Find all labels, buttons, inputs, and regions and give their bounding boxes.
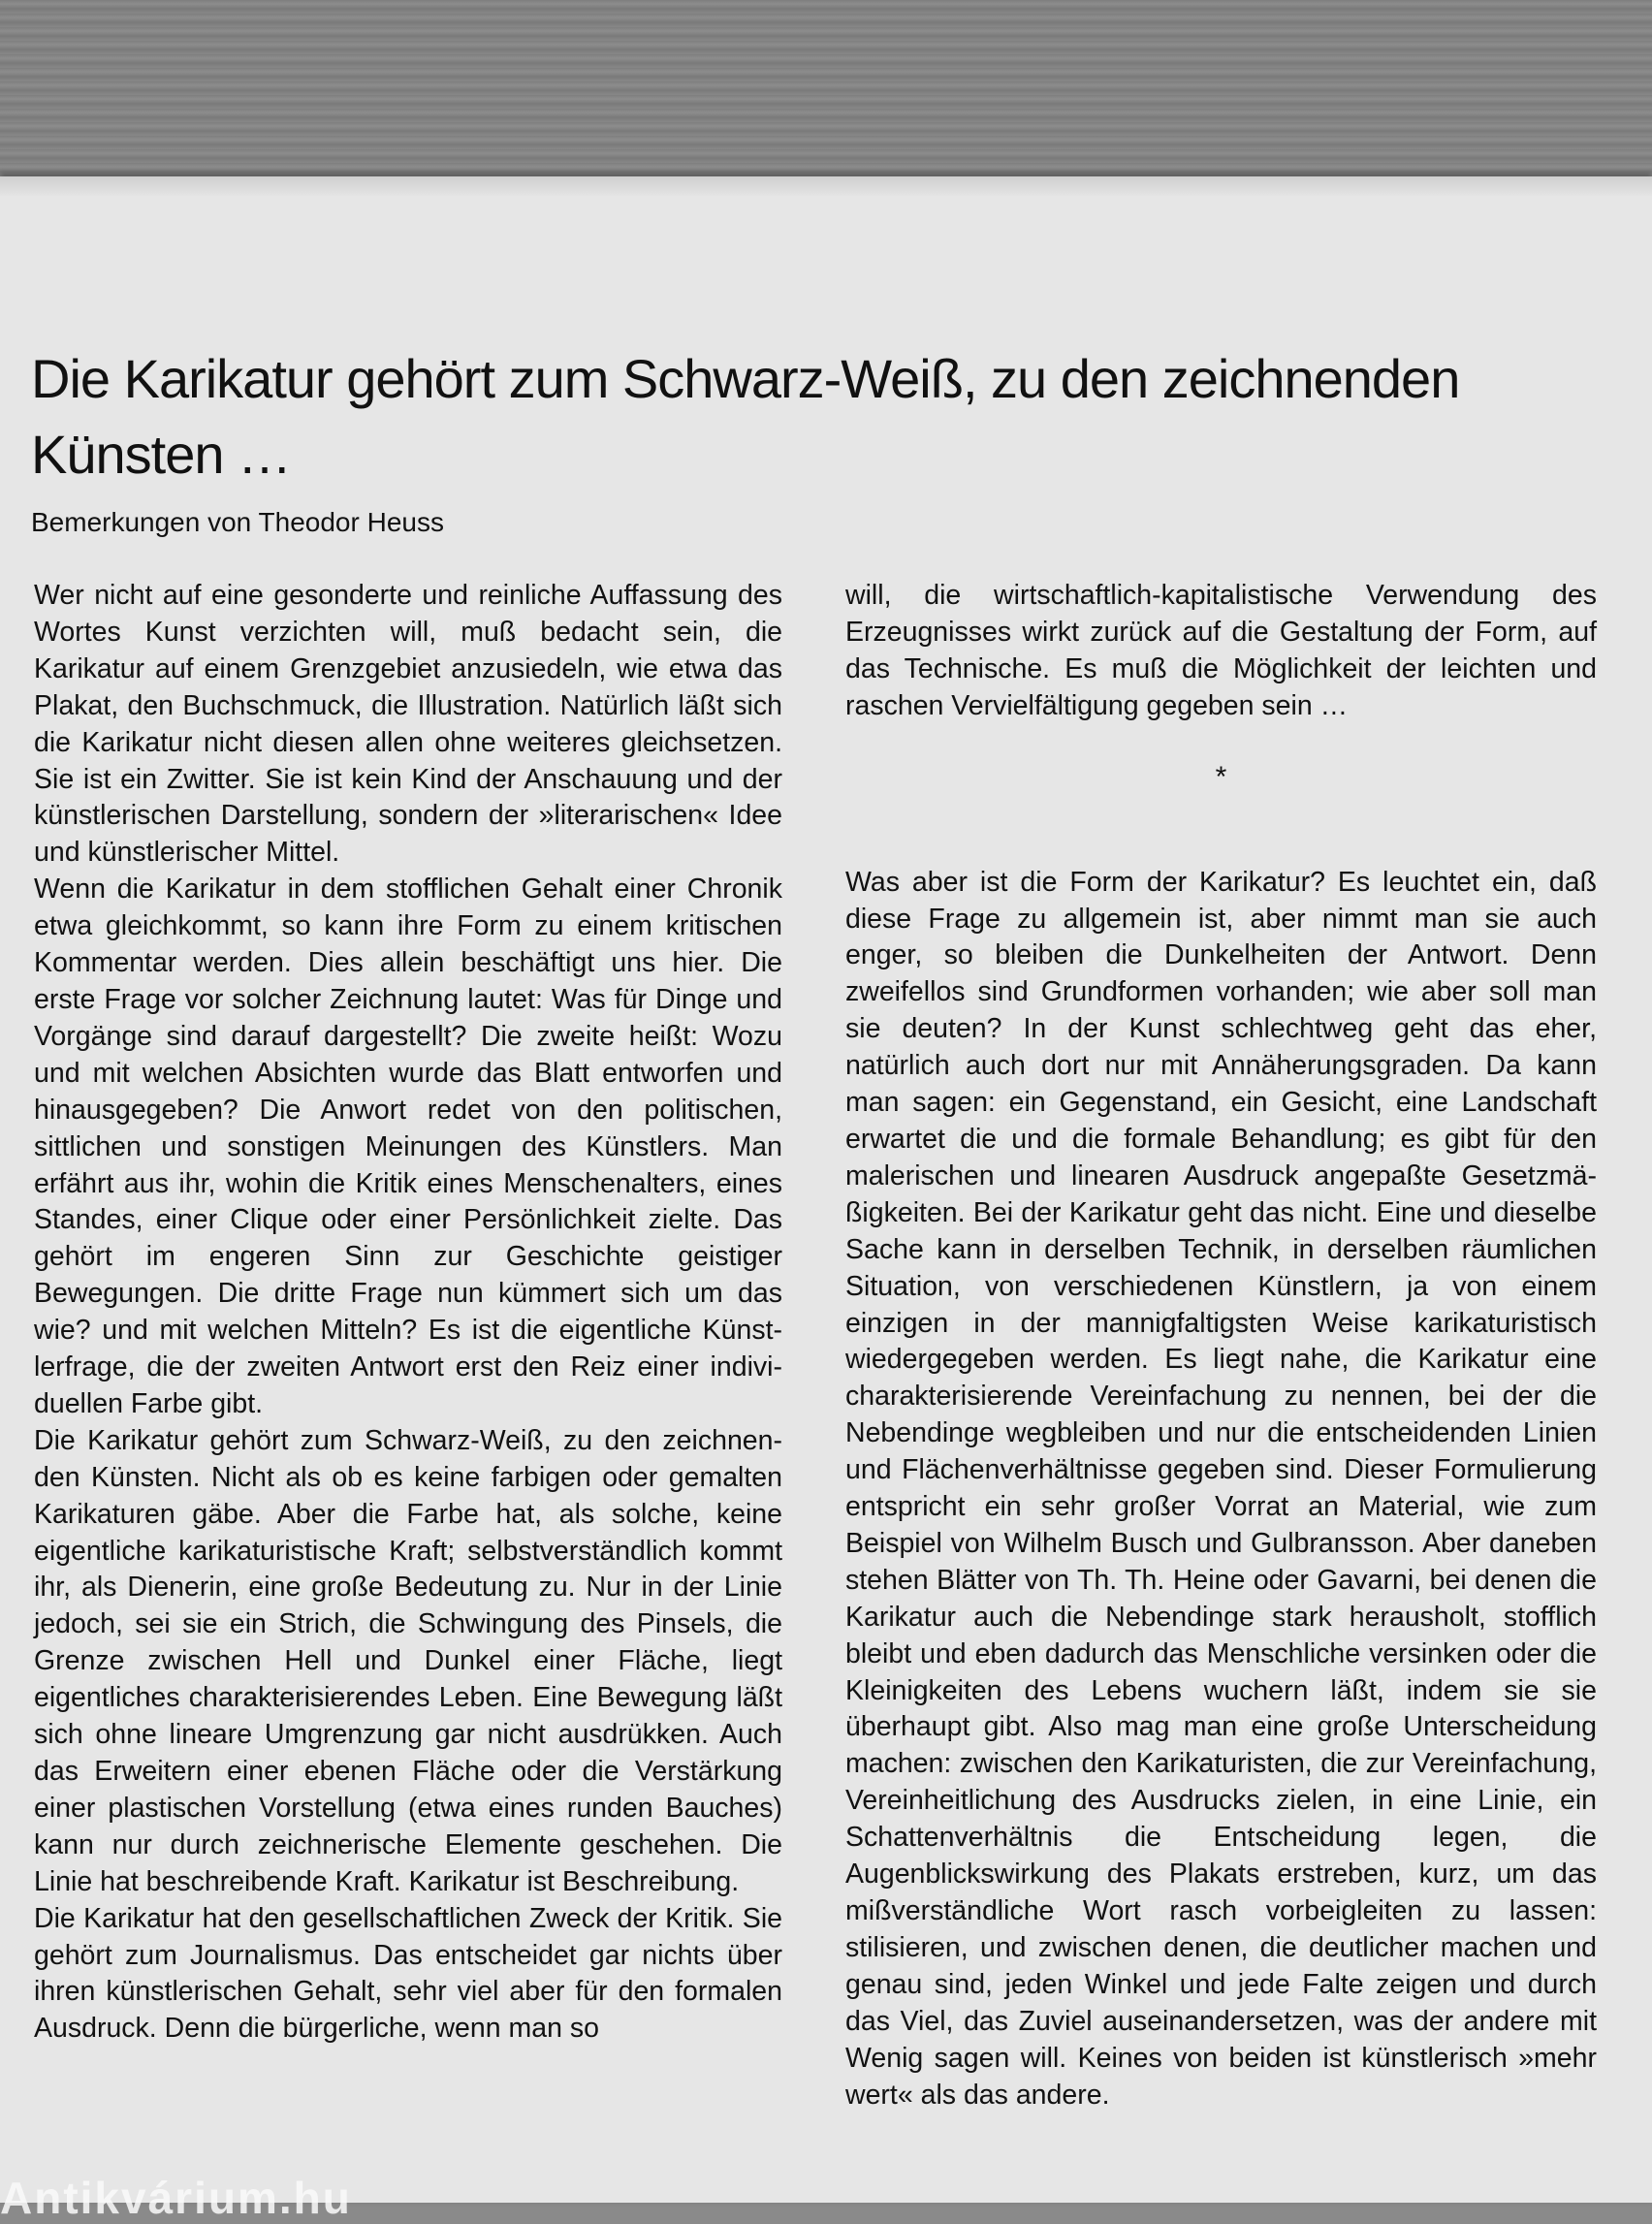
page-edge bbox=[0, 176, 1652, 196]
paragraph: Wer nicht auf eine gesonderte und reinliche Auffassung des Wortes Kunst verzichten will, muß bedacht sein, die Karikatur auf einem Grenzgebiet anzusiedeln, wie etwa das Plakat, den Buchschmuck, die Illustration. Natürlich läßt sich die Karikatur nicht diesen allen ohne weiteres gleichsetzen. Sie ist ein Zwitter. Sie ist kein Kind der Anschauung und der künstlerischen Darstellung, sondern der »literarischen« Idee und künstlerischer Mittel. bbox=[34, 580, 782, 869]
paragraph: Die Karikatur hat den gesellschaftlichen Zweck der Kritik. Sie gehört zum Journalismus. Das entscheidet gar nichts über ihren künstlerischen Gehalt, sehr viel aber für den formalen Ausdruck. Denn die bürgerliche, wenn man so bbox=[34, 1902, 782, 2045]
left-column bbox=[34, 578, 782, 2048]
article-title: Die Karikatur gehört zum Schwarz-Weiß, zu den zeichnenden Künsten … bbox=[31, 348, 1460, 485]
paragraph: will, die wirtschaftlich-kapitalistische Verwendung des Erzeugnisses wirkt zurück auf die Gestaltung der Form, auf das Technische. Es muß die Möglichkeit der leichten und raschen Vervielfältigung gegeben sein … bbox=[845, 580, 1597, 721]
watermark-text: Antikvárium.hu bbox=[0, 2173, 352, 2223]
paragraph: Was aber ist die Form der Karikatur? Es leuchtet ein, daß diese Frage zu allgemein ist, aber nimmt man sie auch enger, so bleiben die Dunkelheiten der Antwort. Denn zweifellos sind Grundformen vorhanden; wie aber soll man sie deuten? In der Kunst schlechtweg geht das eher, natürlich auch dort nur mit Annäherungsgraden. Da kann man sagen: ein Gegenstand, ein Gesicht, eine Landschaft erwartet die und die formale Behandlung; es gibt für den malerischen und linearen Ausdruck angepaßte Gesetzmäßigkeiten. Bei der Karikatur geht das nicht. Eine und dieselbe Sache kann in derselben Technik, in derselben räumlichen Situation, von verschiedenen Künstlern, ja von einem einzigen in der mannigfaltigsten Weise karikaturistisch wiedergegeben werden. Es liegt nahe, die Karikatur eine charakterisierende Vereinfachung zu nennen, bei der die Nebendinge wegbleiben und nur die entscheidenden Linien und Flächenverhältnisse gegeben sind. Dieser Formulierung entspricht ein sehr großer Vorrat an Material, wie zum Beispiel von Wilhelm Busch und Gulbransson. Aber daneben stehen Blätter von Th. Th. Heine oder Gavarni, bei denen die Karikatur auch die Nebendinge stark herausholt, stofflich bleibt und eben dadurch das Menschliche versinken oder die Kleinigkeiten des Lebens wuchern läßt, indem sie sie überhaupt gibt. Also mag man eine große Unterscheidung machen: zwischen den Karikaturisten, die zur Vereinfachung, Vereinheitlichung des Ausdrucks zielen, in eine Linie, ein Schattenverhältnis die Entscheidung legen, die Augenblickswirkung des Plakats erstreben, kurz, um das mißverständliche Wort rasch vorbeigleiten zu lassen: stilisieren, und zwischen denen, die deutlicher machen und genau sind, jeden Winkel und jede Falte zeigen und durch das Viel, das Zuviel auseinandersetzen, was der andere mit Wenig sagen will. Keines von beiden ist künstlerisch »mehr wert« als das andere. bbox=[845, 866, 1597, 2111]
article-byline: Bemerkungen von Theodor Heuss bbox=[31, 507, 444, 537]
paragraph: Die Karikatur gehört zum Schwarz-Weiß, zu den zeichnenden Künsten. Nicht als ob es keine farbigen oder gemalten Karikaturen gäbe. Aber die Farbe hat, als solche, keine eigentliche karikaturistische Kraft; selbstverständlich kommt ihr, als Dienerin, eine große Bedeutung zu. Nur in der Linie jedoch, sei sie ein Strich, die Schwingung des Pinsels, die Grenze zwischen Hell und Dunkel einer Fläche, liegt eigentliches charakterisierendes Leben. Eine Bewegung läßt sich ohne lineare Umgrenzung gar nicht ausdrükken. Auch das Erweitern einer ebenen Fläche oder die Verstärkung einer plastischen Vorstellung (etwa eines runden Bauches) kann nur durch zeichnerische Elemente geschehen. Die Linie hat beschreibende Kraft. Karikatur ist Beschreibung. bbox=[34, 1424, 782, 1897]
paragraph: Wenn die Karikatur in dem stofflichen Gehalt einer Chronik etwa gleichkommt, so kann ihre Form zu einem kritischen Kommentar werden. Dies allein beschäftigt uns hier. Die erste Frage vor solcher Zeichnung lautet: Was für Dinge und Vorgänge sind darauf dargestellt? Die zweite heißt: Wozu und mit welchen Absichten wurde das Blatt entworfen und hinausgegeben? Die Anwort redet von den politischen, sittlichen und sonstigen Meinungen des Künstlers. Man erfährt aus ihr, wohin die Kritik eines Menschenalters, eines Standes, einer Clique oder einer Persönlichkeit zielte. Das gehört im engeren Sinn zur Geschichte geistiger Bewegungen. Die dritte Frage nun kümmert sich um das wie? und mit welchen Mitteln? Es ist die eigentliche Künstlerfrage, die der zweiten Antwort erst den Reiz einer individuellen Farbe gibt. bbox=[34, 874, 782, 1419]
desk-background bbox=[0, 0, 1652, 179]
right-column bbox=[845, 578, 1597, 2113]
section-separator: * bbox=[1215, 760, 1227, 793]
